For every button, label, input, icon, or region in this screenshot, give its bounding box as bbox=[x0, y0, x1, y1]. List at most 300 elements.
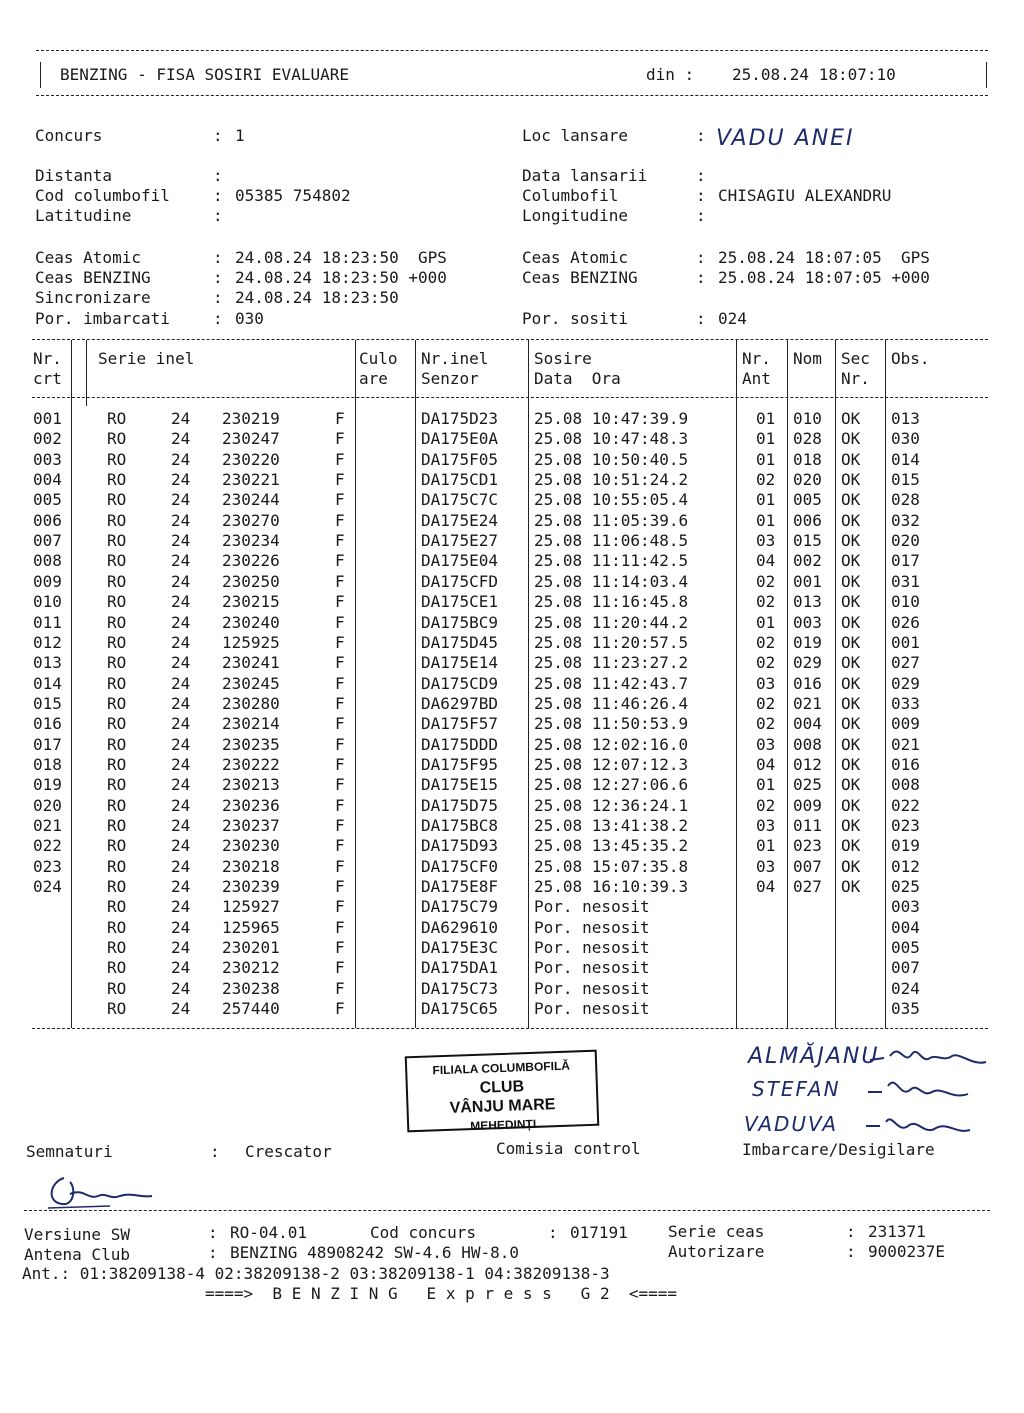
cell-ant: 03 bbox=[756, 735, 776, 754]
cell-sosire: 25.08 13:45:35.2 bbox=[534, 836, 689, 855]
cell-sex: F bbox=[335, 775, 345, 794]
cell-cc: RO bbox=[107, 409, 127, 428]
cell-cc: RO bbox=[107, 613, 127, 632]
sincronizare-colon: : bbox=[213, 288, 223, 307]
cell-sex: F bbox=[335, 490, 345, 509]
cell-nr: 017 bbox=[33, 735, 62, 754]
cell-sec: OK bbox=[841, 796, 861, 815]
crescator-signature-icon bbox=[40, 1168, 160, 1212]
cell-nom: 023 bbox=[793, 836, 822, 855]
cell-obs: 032 bbox=[891, 511, 920, 530]
cell-cc: RO bbox=[107, 918, 127, 937]
col-crt: crt bbox=[33, 369, 62, 388]
cell-nr: 019 bbox=[33, 775, 62, 794]
cell-sosire: 25.08 11:16:45.8 bbox=[534, 592, 689, 611]
cell-nom: 012 bbox=[793, 755, 822, 774]
cell-ring: 230237 bbox=[222, 816, 280, 835]
cell-sec: OK bbox=[841, 775, 861, 794]
cell-ring: 230247 bbox=[222, 429, 280, 448]
col-data-ora: Data Ora bbox=[534, 369, 621, 388]
cell-obs: 025 bbox=[891, 877, 920, 896]
cell-sex: F bbox=[335, 409, 345, 428]
cell-obs: 024 bbox=[891, 979, 920, 998]
cell-sosire: 25.08 11:42:43.7 bbox=[534, 674, 689, 693]
cell-yy: 24 bbox=[171, 653, 191, 672]
cell-obs: 007 bbox=[891, 958, 920, 977]
por-sositi-label: Por. sositi bbox=[522, 309, 628, 328]
table-divider bbox=[835, 340, 836, 1028]
por-sositi-colon: : bbox=[696, 309, 706, 328]
cell-chip: DA175CE1 bbox=[421, 592, 499, 611]
cell-chip: DA175D93 bbox=[421, 836, 499, 855]
cell-sec: OK bbox=[841, 653, 861, 672]
cell-ring: 230213 bbox=[222, 775, 280, 794]
cell-sex: F bbox=[335, 714, 345, 733]
cell-ring: 230221 bbox=[222, 470, 280, 489]
col-senzor: Senzor bbox=[421, 369, 479, 388]
cell-sex: F bbox=[335, 572, 345, 591]
col-obs: Obs. bbox=[891, 349, 930, 368]
cell-chip: DA175E27 bbox=[421, 531, 499, 550]
cell-sex: F bbox=[335, 674, 345, 693]
cell-ring: 230220 bbox=[222, 450, 280, 469]
benzing-express-banner: ====> B E N Z I N G E x p r e s s G 2 <==== bbox=[205, 1284, 678, 1303]
cell-obs: 001 bbox=[891, 633, 920, 652]
cell-nom: 029 bbox=[793, 653, 822, 672]
table-divider bbox=[736, 340, 737, 1028]
latitudine-colon: : bbox=[213, 206, 223, 225]
club-stamp bbox=[405, 1050, 600, 1133]
cell-cc: RO bbox=[107, 470, 127, 489]
cell-cc: RO bbox=[107, 633, 127, 652]
cell-cc: RO bbox=[107, 938, 127, 957]
cell-sex: F bbox=[335, 531, 345, 550]
col-nr: Nr. bbox=[33, 349, 62, 368]
cell-sec: OK bbox=[841, 816, 861, 835]
cell-ant: 02 bbox=[756, 714, 776, 733]
cell-sosire: 25.08 12:02:16.0 bbox=[534, 735, 689, 754]
cell-nom: 018 bbox=[793, 450, 822, 469]
cell-sex: F bbox=[335, 694, 345, 713]
cell-sex: F bbox=[335, 450, 345, 469]
cell-nr: 022 bbox=[33, 836, 62, 855]
cell-obs: 023 bbox=[891, 816, 920, 835]
cell-sex: F bbox=[335, 816, 345, 835]
col-nr-ant: Nr. bbox=[742, 349, 771, 368]
cell-sex: F bbox=[335, 979, 345, 998]
cell-sec: OK bbox=[841, 511, 861, 530]
table-divider bbox=[86, 340, 87, 406]
cell-obs: 014 bbox=[891, 450, 920, 469]
cell-chip: DA175C73 bbox=[421, 979, 499, 998]
cell-sosire: 25.08 10:47:48.3 bbox=[534, 429, 689, 448]
cell-cc: RO bbox=[107, 531, 127, 550]
versiune-label: Versiune SW bbox=[24, 1225, 130, 1244]
cell-sosire: 25.08 10:55:05.4 bbox=[534, 490, 689, 509]
stamp-line-1: FILIALA COLUMBOFILĂ bbox=[432, 1058, 571, 1078]
cell-sec: OK bbox=[841, 735, 861, 754]
cell-sosire: 25.08 10:50:40.5 bbox=[534, 450, 689, 469]
cell-cc: RO bbox=[107, 592, 127, 611]
cell-sosire: 25.08 12:36:24.1 bbox=[534, 796, 689, 815]
cell-yy: 24 bbox=[171, 511, 191, 530]
cell-chip: DA175E14 bbox=[421, 653, 499, 672]
cell-obs: 029 bbox=[891, 674, 920, 693]
cell-sosire: 25.08 15:07:35.8 bbox=[534, 857, 689, 876]
cell-sex: F bbox=[335, 551, 345, 570]
cell-cc: RO bbox=[107, 877, 127, 896]
cell-cc: RO bbox=[107, 796, 127, 815]
din-value: 25.08.24 18:07:10 bbox=[732, 65, 896, 84]
cod-concurs-colon: : bbox=[548, 1223, 558, 1242]
cod-columbofil-value: 05385 754802 bbox=[235, 186, 351, 205]
cell-cc: RO bbox=[107, 735, 127, 754]
cell-nr: 003 bbox=[33, 450, 62, 469]
cell-sex: F bbox=[335, 653, 345, 672]
cell-ring: 230215 bbox=[222, 592, 280, 611]
footer-rule bbox=[24, 1210, 990, 1211]
cell-nom: 020 bbox=[793, 470, 822, 489]
cell-ring: 230214 bbox=[222, 714, 280, 733]
cell-sex: F bbox=[335, 999, 345, 1018]
cell-sosire: Por. nesosit bbox=[534, 918, 650, 937]
antena-label: Antena Club bbox=[24, 1245, 130, 1264]
cell-sec: OK bbox=[841, 714, 861, 733]
cell-chip: DA175E8F bbox=[421, 877, 499, 896]
cell-ant: 01 bbox=[756, 450, 776, 469]
cell-yy: 24 bbox=[171, 572, 191, 591]
longitudine-label: Longitudine bbox=[522, 206, 628, 225]
cell-cc: RO bbox=[107, 897, 127, 916]
serie-ceas-value: 231371 bbox=[868, 1222, 926, 1241]
ceas-benzing-right-label: Ceas BENZING bbox=[522, 268, 638, 287]
antena-colon: : bbox=[208, 1243, 218, 1262]
cell-yy: 24 bbox=[171, 694, 191, 713]
cell-cc: RO bbox=[107, 836, 127, 855]
cell-yy: 24 bbox=[171, 409, 191, 428]
distanta-label: Distanta bbox=[35, 166, 113, 185]
cell-nom: 010 bbox=[793, 409, 822, 428]
stamp-line-4: MEHEDINȚI bbox=[469, 1116, 537, 1134]
header-bottom-rule bbox=[36, 95, 988, 96]
cell-ant: 01 bbox=[756, 409, 776, 428]
cell-cc: RO bbox=[107, 511, 127, 530]
table-divider bbox=[787, 340, 788, 1028]
concurs-label: Concurs bbox=[35, 126, 103, 145]
ceas-atomic-label: Ceas Atomic bbox=[35, 248, 141, 267]
cell-ant: 02 bbox=[756, 470, 776, 489]
handwritten-name-3: VADUVA bbox=[744, 1112, 839, 1136]
cell-nom: 028 bbox=[793, 429, 822, 448]
cell-sosire: Por. nesosit bbox=[534, 979, 650, 998]
cell-ant: 04 bbox=[756, 755, 776, 774]
cod-columbofil-label: Cod columbofil bbox=[35, 186, 170, 205]
cell-ring: 230230 bbox=[222, 836, 280, 855]
cell-nr: 004 bbox=[33, 470, 62, 489]
cell-nom: 011 bbox=[793, 816, 822, 835]
cell-sosire: 25.08 11:20:57.5 bbox=[534, 633, 689, 652]
cell-obs: 021 bbox=[891, 735, 920, 754]
cell-ant: 02 bbox=[756, 633, 776, 652]
cell-nr: 001 bbox=[33, 409, 62, 428]
data-lansarii-colon: : bbox=[696, 166, 706, 185]
cell-yy: 24 bbox=[171, 755, 191, 774]
cell-nom: 021 bbox=[793, 694, 822, 713]
cell-sex: F bbox=[335, 958, 345, 977]
cell-obs: 035 bbox=[891, 999, 920, 1018]
cell-cc: RO bbox=[107, 958, 127, 977]
cell-ring: 125965 bbox=[222, 918, 280, 937]
columbofil-label: Columbofil bbox=[522, 186, 619, 205]
cell-obs: 012 bbox=[891, 857, 920, 876]
cell-sec: OK bbox=[841, 755, 861, 774]
col-nrinel: Nr.inel bbox=[421, 349, 489, 368]
longitudine-colon: : bbox=[696, 206, 706, 225]
loc-lansare-colon: : bbox=[696, 126, 706, 145]
cell-ring: 230226 bbox=[222, 551, 280, 570]
semnaturi-label: Semnaturi bbox=[26, 1142, 113, 1161]
cell-cc: RO bbox=[107, 999, 127, 1018]
cell-chip: DA175DA1 bbox=[421, 958, 499, 977]
cell-sex: F bbox=[335, 755, 345, 774]
cell-obs: 028 bbox=[891, 490, 920, 509]
cell-ring: 230219 bbox=[222, 409, 280, 428]
cell-sosire: 25.08 10:51:24.2 bbox=[534, 470, 689, 489]
cell-ring: 230244 bbox=[222, 490, 280, 509]
cell-yy: 24 bbox=[171, 450, 191, 469]
cell-yy: 24 bbox=[171, 836, 191, 855]
serie-ceas-label: Serie ceas bbox=[668, 1222, 765, 1241]
table-header-rule bbox=[32, 397, 988, 398]
serie-ceas-colon: : bbox=[846, 1222, 856, 1241]
columbofil-value: CHISAGIU ALEXANDRU bbox=[718, 186, 892, 205]
cell-chip: DA175E24 bbox=[421, 511, 499, 530]
cell-sosire: Por. nesosit bbox=[534, 999, 650, 1018]
table-divider bbox=[885, 340, 886, 1028]
cell-obs: 033 bbox=[891, 694, 920, 713]
cell-yy: 24 bbox=[171, 999, 191, 1018]
cell-ant: 04 bbox=[756, 551, 776, 570]
cod-concurs-label: Cod concurs bbox=[370, 1223, 476, 1242]
cell-sec: OK bbox=[841, 572, 861, 591]
cell-ring: 230241 bbox=[222, 653, 280, 672]
cell-ant: 01 bbox=[756, 775, 776, 794]
cell-ant: 02 bbox=[756, 694, 776, 713]
handwritten-name-1: ALMĂJANU bbox=[748, 1044, 880, 1069]
ceas-atomic-right-colon: : bbox=[696, 248, 706, 267]
cell-nr: 006 bbox=[33, 511, 62, 530]
cell-cc: RO bbox=[107, 450, 127, 469]
cell-sex: F bbox=[335, 470, 345, 489]
cell-ant: 01 bbox=[756, 836, 776, 855]
por-imbarcati-value: 030 bbox=[235, 309, 264, 328]
col-sec: Sec bbox=[841, 349, 870, 368]
cell-nom: 008 bbox=[793, 735, 822, 754]
cell-ant: 01 bbox=[756, 511, 776, 530]
cell-sec: OK bbox=[841, 470, 861, 489]
cell-ring: 230245 bbox=[222, 674, 280, 693]
cell-ring: 230250 bbox=[222, 572, 280, 591]
cell-nom: 001 bbox=[793, 572, 822, 591]
cell-sex: F bbox=[335, 633, 345, 652]
cell-yy: 24 bbox=[171, 674, 191, 693]
cell-obs: 015 bbox=[891, 470, 920, 489]
cell-ant: 03 bbox=[756, 531, 776, 550]
cell-yy: 24 bbox=[171, 938, 191, 957]
cell-chip: DA175C79 bbox=[421, 897, 499, 916]
cell-sex: F bbox=[335, 877, 345, 896]
cell-cc: RO bbox=[107, 674, 127, 693]
versiune-colon: : bbox=[208, 1223, 218, 1242]
cell-obs: 008 bbox=[891, 775, 920, 794]
cell-obs: 004 bbox=[891, 918, 920, 937]
cell-yy: 24 bbox=[171, 958, 191, 977]
cell-ring: 257440 bbox=[222, 999, 280, 1018]
cell-sec: OK bbox=[841, 551, 861, 570]
cell-chip: DA175BC8 bbox=[421, 816, 499, 835]
cell-ring: 230270 bbox=[222, 511, 280, 530]
ceas-atomic-right: 25.08.24 18:07:05 GPS bbox=[718, 248, 930, 267]
col-culo: Culo bbox=[359, 349, 398, 368]
comisia-label: Comisia control bbox=[496, 1139, 641, 1158]
table-divider bbox=[528, 340, 529, 1028]
cell-ant: 02 bbox=[756, 653, 776, 672]
sincronizare-value: 24.08.24 18:23:50 bbox=[235, 288, 399, 307]
cell-yy: 24 bbox=[171, 897, 191, 916]
cell-chip: DA175E0A bbox=[421, 429, 499, 448]
cell-ring: 125927 bbox=[222, 897, 280, 916]
cell-ring: 230239 bbox=[222, 877, 280, 896]
cell-sec: OK bbox=[841, 836, 861, 855]
cell-sex: F bbox=[335, 613, 345, 632]
data-lansarii-label: Data lansarii bbox=[522, 166, 648, 185]
cell-nr: 007 bbox=[33, 531, 62, 550]
cell-obs: 022 bbox=[891, 796, 920, 815]
cell-ring: 230222 bbox=[222, 755, 280, 774]
cell-nr: 008 bbox=[33, 551, 62, 570]
cell-nr: 011 bbox=[33, 613, 62, 632]
cod-columbofil-colon: : bbox=[213, 186, 223, 205]
cell-sex: F bbox=[335, 857, 345, 876]
cell-sec: OK bbox=[841, 531, 861, 550]
cell-cc: RO bbox=[107, 694, 127, 713]
handwritten-signatures-icon bbox=[860, 1036, 1000, 1146]
cell-nr: 005 bbox=[33, 490, 62, 509]
cell-ring: 230280 bbox=[222, 694, 280, 713]
autorizare-colon: : bbox=[846, 1242, 856, 1261]
cell-nom: 006 bbox=[793, 511, 822, 530]
cell-yy: 24 bbox=[171, 796, 191, 815]
cell-nr: 024 bbox=[33, 877, 62, 896]
cell-chip: DA175CD9 bbox=[421, 674, 499, 693]
cell-ring: 230238 bbox=[222, 979, 280, 998]
cell-sec: OK bbox=[841, 613, 861, 632]
cell-nom: 027 bbox=[793, 877, 822, 896]
cell-nom: 009 bbox=[793, 796, 822, 815]
cell-nr: 014 bbox=[33, 674, 62, 693]
stamp-line-3: VÂNJU MARE bbox=[449, 1096, 556, 1117]
ceas-benzing-right: 25.08.24 18:07:05 +000 bbox=[718, 268, 930, 287]
cell-cc: RO bbox=[107, 775, 127, 794]
antenna-list: Ant.: 01:38209138-4 02:38209138-2 03:38209138-1 04:38209138-3 bbox=[22, 1264, 610, 1283]
handwritten-name-2: STEFAN bbox=[752, 1077, 841, 1101]
por-sositi-value: 024 bbox=[718, 309, 747, 328]
cell-sex: F bbox=[335, 592, 345, 611]
cell-obs: 009 bbox=[891, 714, 920, 733]
cell-sex: F bbox=[335, 429, 345, 448]
cell-nom: 003 bbox=[793, 613, 822, 632]
cell-nr: 016 bbox=[33, 714, 62, 733]
cell-yy: 24 bbox=[171, 429, 191, 448]
cell-ring: 230201 bbox=[222, 938, 280, 957]
cell-yy: 24 bbox=[171, 877, 191, 896]
ceas-benzing-colon: : bbox=[213, 268, 223, 287]
din-label: din : bbox=[646, 65, 695, 84]
semnaturi-colon: : bbox=[210, 1142, 220, 1161]
table-bottom-rule bbox=[32, 1028, 988, 1029]
table-divider bbox=[355, 340, 356, 1028]
cell-sec: OK bbox=[841, 429, 861, 448]
ceas-benzing-left: 24.08.24 18:23:50 +000 bbox=[235, 268, 447, 287]
cell-sex: F bbox=[335, 897, 345, 916]
cell-nr: 015 bbox=[33, 694, 62, 713]
cell-yy: 24 bbox=[171, 470, 191, 489]
cell-cc: RO bbox=[107, 551, 127, 570]
header-top-rule bbox=[36, 50, 988, 51]
cell-ant: 01 bbox=[756, 490, 776, 509]
cell-ring: 230240 bbox=[222, 613, 280, 632]
cell-ant: 02 bbox=[756, 796, 776, 815]
cell-yy: 24 bbox=[171, 490, 191, 509]
cell-sec: OK bbox=[841, 694, 861, 713]
cell-nr: 023 bbox=[33, 857, 62, 876]
concurs-colon: : bbox=[213, 126, 223, 145]
cell-yy: 24 bbox=[171, 857, 191, 876]
col-serie: Serie inel bbox=[98, 349, 195, 368]
latitudine-label: Latitudine bbox=[35, 206, 132, 225]
cell-nom: 015 bbox=[793, 531, 822, 550]
sincronizare-label: Sincronizare bbox=[35, 288, 151, 307]
cell-obs: 026 bbox=[891, 613, 920, 632]
ceas-atomic-right-label: Ceas Atomic bbox=[522, 248, 628, 267]
autorizare-label: Autorizare bbox=[668, 1242, 765, 1261]
cell-yy: 24 bbox=[171, 633, 191, 652]
columbofil-colon: : bbox=[696, 186, 706, 205]
cell-chip: DA629610 bbox=[421, 918, 499, 937]
table-top-rule bbox=[32, 339, 988, 340]
cell-sosire: Por. nesosit bbox=[534, 958, 650, 977]
cell-ant: 04 bbox=[756, 877, 776, 896]
cell-chip: DA175C65 bbox=[421, 999, 499, 1018]
ceas-atomic-colon: : bbox=[213, 248, 223, 267]
cell-nr: 018 bbox=[33, 755, 62, 774]
header-left-border bbox=[40, 62, 41, 88]
table-divider bbox=[71, 340, 72, 1028]
cell-sosire: 25.08 11:11:42.5 bbox=[534, 551, 689, 570]
cell-cc: RO bbox=[107, 857, 127, 876]
cell-chip: DA175F57 bbox=[421, 714, 499, 733]
cod-concurs-value: 017191 bbox=[570, 1223, 628, 1242]
stamp-line-2: CLUB bbox=[479, 1078, 525, 1097]
cell-sosire: 25.08 11:05:39.6 bbox=[534, 511, 689, 530]
cell-chip: DA175D45 bbox=[421, 633, 499, 652]
cell-nr: 021 bbox=[33, 816, 62, 835]
cell-chip: DA175CFD bbox=[421, 572, 499, 591]
cell-ring: 230212 bbox=[222, 958, 280, 977]
cell-nr: 009 bbox=[33, 572, 62, 591]
cell-cc: RO bbox=[107, 979, 127, 998]
cell-nr: 002 bbox=[33, 429, 62, 448]
